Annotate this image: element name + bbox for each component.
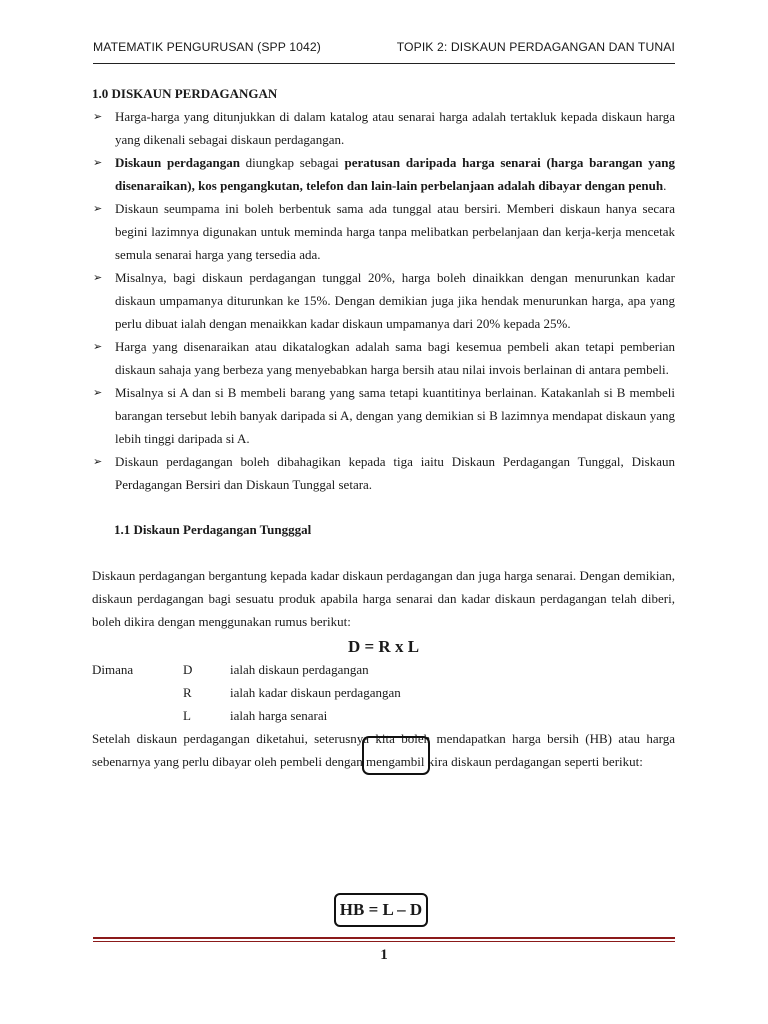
definition-meaning: ialah harga senarai (230, 708, 328, 723)
definition-meaning: ialah kadar diskaun perdagangan (230, 685, 401, 700)
bullet-item (92, 335, 675, 381)
footer-divider (93, 937, 675, 939)
definition-symbol: R (183, 685, 192, 700)
arrow-bullet-icon: ➢ (93, 110, 103, 123)
page-number: 1 (380, 947, 388, 963)
bullet-item (92, 197, 675, 266)
definition-list (92, 658, 675, 727)
bullet-item (92, 266, 675, 335)
bullet-text: diungkap sebagai (239, 155, 345, 170)
arrow-bullet-icon: ➢ (93, 455, 103, 468)
definition-row (92, 658, 675, 681)
bullet-list (92, 105, 675, 496)
annotation-box (362, 736, 430, 775)
definition-row (92, 704, 675, 727)
net-price-paragraph: Setelah diskaun perdagangan diketahui, seterusnya kita boleh mendapatkan harga bersih (HB) atau harga sebenarnya yang perlu dibayar oleh pembeli dengan mengambil kira diskaun perdagangan seperti berikut: (92, 731, 675, 769)
definition-meaning: ialah diskaun perdagangan (230, 662, 369, 677)
bullet-item (92, 381, 675, 450)
arrow-bullet-icon: ➢ (93, 386, 103, 399)
bullet-text: Misalnya si A dan si B membeli barang yang sama tetapi kuantitinya berlainan. Katakanlah si B membeli barangan tersebut lebih banyak daripada si A, dengan yang demikian si B lazimnya mendapat diskaun yang lebih tinggi daripada si A. (115, 385, 675, 446)
bullet-text: Harga-harga yang ditunjukkan di dalam katalog atau senarai harga adalah tertakluk kepada diskaun harga yang dikenali sebagai diskaun perdagangan. (115, 109, 675, 147)
definition-symbol: D (183, 662, 193, 677)
footer-divider-thin (93, 941, 675, 942)
bullet-text: Misalnya, bagi diskaun perdagangan tunggal 20%, harga boleh dinaikkan dengan menurunkan kadar diskaun umpamanya diturunkan ke 15%. Dengan demikian juga jika hendak menurunkan harga, apa yang perlu dibuat ialah dengan menaikkan kadar diskaun umpamanya dari 20% kepada 25%. (115, 270, 675, 331)
arrow-bullet-icon: ➢ (93, 202, 103, 215)
definitions-label: Dimana (92, 662, 134, 677)
bullet-item (92, 450, 675, 496)
arrow-bullet-icon: ➢ (93, 156, 103, 169)
bullet-item (92, 105, 675, 151)
net-price-formula: HB = L – D (334, 893, 428, 927)
main-content (92, 84, 675, 773)
bullet-text: Harga yang disenaraikan atau dikatalogkan adalah sama bagi kesemua pembeli akan tetapi pemberian diskaun sahaja yang berbeza yang menyebabkan harga bersih atau nilai invois berlainan di antara pembeli. (115, 339, 675, 377)
arrow-bullet-icon: ➢ (93, 340, 103, 353)
header-divider (93, 63, 675, 64)
topic-title: TOPIK 2: DISKAUN PERDAGANGAN DAN TUNAI (396, 40, 675, 54)
definition-row (92, 681, 675, 704)
definition-symbol: L (183, 708, 191, 723)
subsection-heading: 1.1 Diskaun Perdagangan Tungggal (114, 522, 312, 537)
bullet-bold-text: peratusan daripada harga senarai (harga barangan yang disenaraikan), kos pengangkutan, telefon dan lain-lain perbelanjaan adalah dibayar dengan penuh (115, 155, 675, 193)
bullet-text: Diskaun perdagangan boleh dibahagikan kepada tiga iaitu Diskaun Perdagangan Tunggal, Diskaun Perdagangan Bersiri dan Diskaun Tunggal setara. (115, 454, 675, 492)
bullet-item (92, 151, 675, 197)
discount-formula: D = R x L (347, 637, 420, 656)
course-title: MATEMATIK PENGURUSAN (SPP 1042) (93, 40, 321, 54)
bullet-bold-term: Diskaun perdagangan (115, 155, 240, 170)
section-heading: 1.0 DISKAUN PERDAGANGAN (92, 86, 278, 101)
arrow-bullet-icon: ➢ (93, 271, 103, 284)
bullet-text: Diskaun seumpama ini boleh berbentuk sama ada tunggal atau bersiri. Memberi diskaun hanya secara begini lazimnya digunakan untuk meminda harga tanpa melibatkan perbelanjaan dan kerja-kerja mencetak semula senarai harga yang tersedia ada. (115, 201, 675, 262)
bullet-text-end: . (663, 178, 667, 193)
intro-paragraph: Diskaun perdagangan bergantung kepada kadar diskaun perdagangan dan juga harga senarai. Dengan demikian, diskaun perdagangan bagi sesuatu produk apabila harga senarai dan kadar diskaun perdagangan telah diberi, boleh dikira dengan menggunakan rumus berikut: (92, 568, 675, 629)
